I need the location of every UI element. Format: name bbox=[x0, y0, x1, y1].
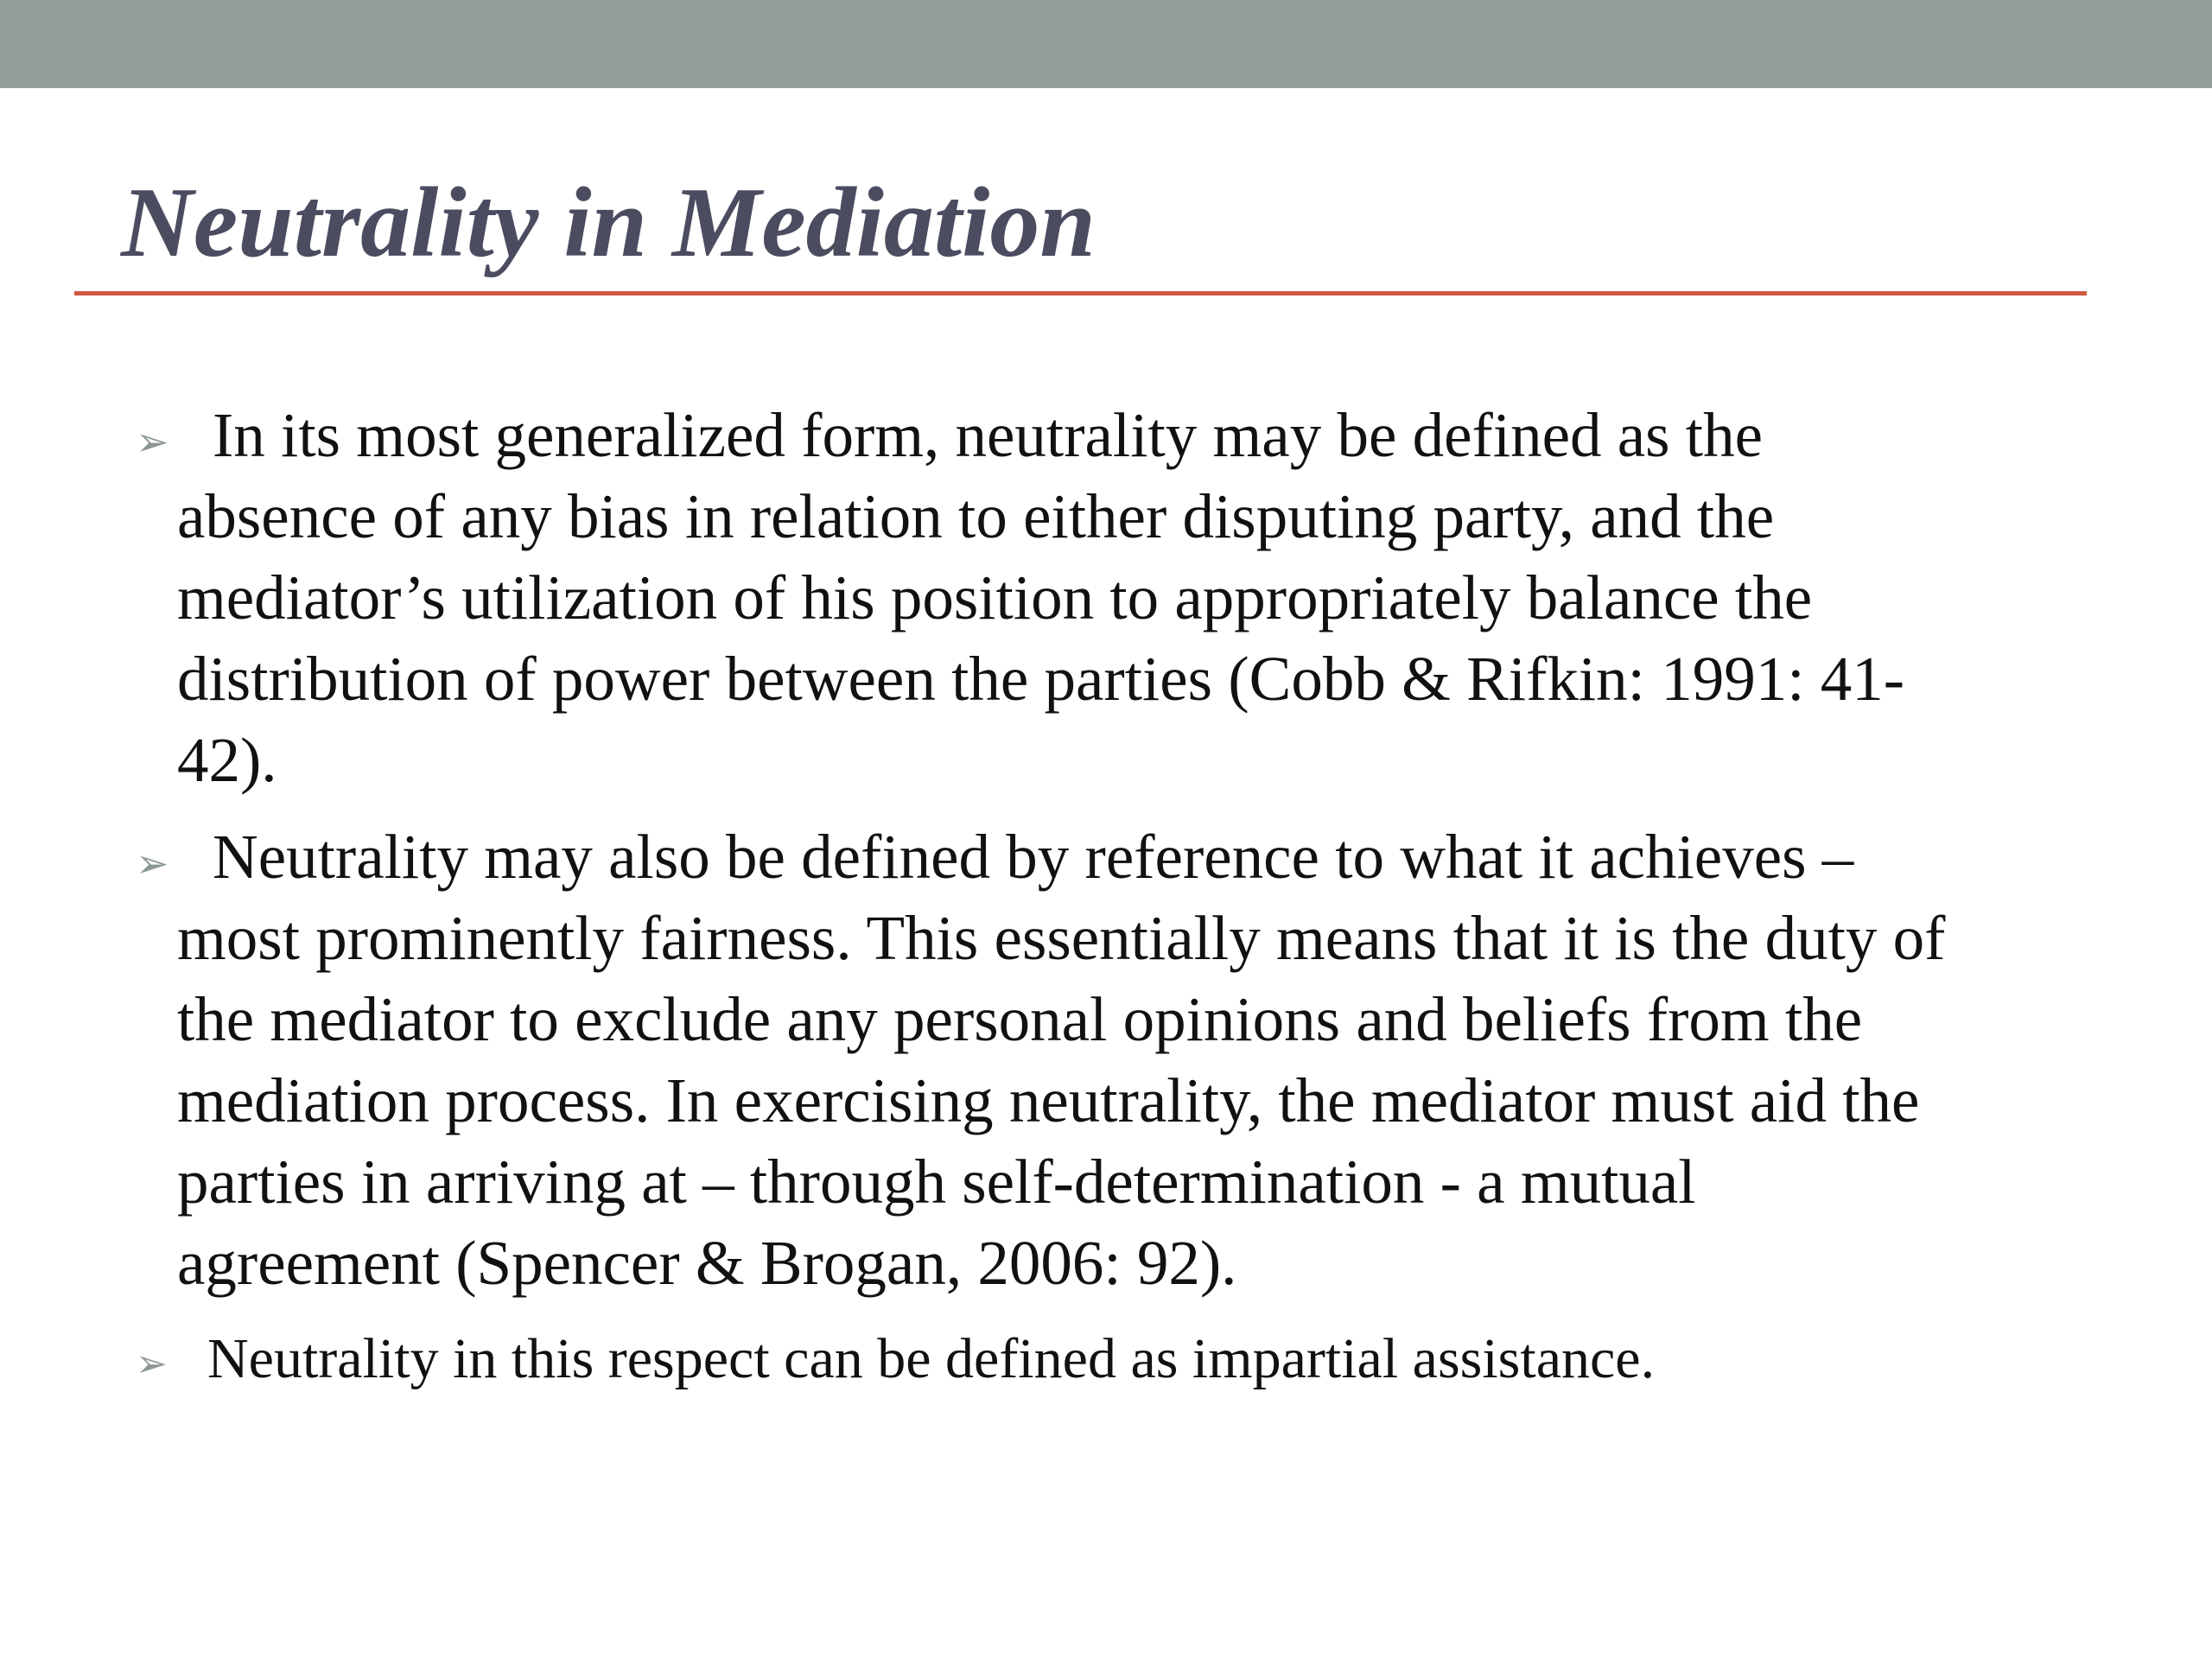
bullet-text-line: agreement (Spencer & Brogan, 2006: 92). bbox=[177, 1228, 1237, 1298]
title-underline-rule bbox=[74, 291, 2087, 296]
bullet-text-line: In its most generalized form, neutrality may be defined as the bbox=[213, 400, 1763, 470]
slide-title: Neutrality in Mediation bbox=[121, 168, 1096, 278]
bullet-text-line: the mediator to exclude any personal opinions and beliefs from the bbox=[177, 984, 1863, 1054]
bullet-text-line: mediation process. In exercising neutrality, the mediator must aid the bbox=[177, 1065, 1920, 1135]
bullet-text-line: parties in arriving at – through self-determination - a mutual bbox=[177, 1147, 1696, 1217]
bullet-text-line: absence of any bias in relation to either disputing party, and the bbox=[177, 481, 1775, 551]
arrowhead-bullet-icon: ➢ bbox=[136, 418, 169, 465]
arrowhead-bullet-icon: ➢ bbox=[136, 840, 169, 887]
bullet-text-line: mediator’s utilization of his position to appropriately balance the bbox=[177, 563, 1813, 632]
bullet-text-line: Neutrality in this respect can be defined as impartial assistance. bbox=[207, 1327, 1656, 1390]
bullet-text-line: Neutrality may also be defined by reference to what it achieves – bbox=[213, 822, 1854, 892]
bullet-text-line: distribution of power between the parties (Cobb & Rifkin: 1991: 41- bbox=[177, 644, 1905, 714]
top-color-band bbox=[0, 0, 2212, 88]
arrowhead-bullet-icon: ➢ bbox=[136, 1342, 168, 1386]
bullet-text-line: 42). bbox=[177, 725, 277, 795]
bullet-text-line: most prominently fairness. This essentially means that it is the duty of bbox=[177, 903, 1946, 973]
